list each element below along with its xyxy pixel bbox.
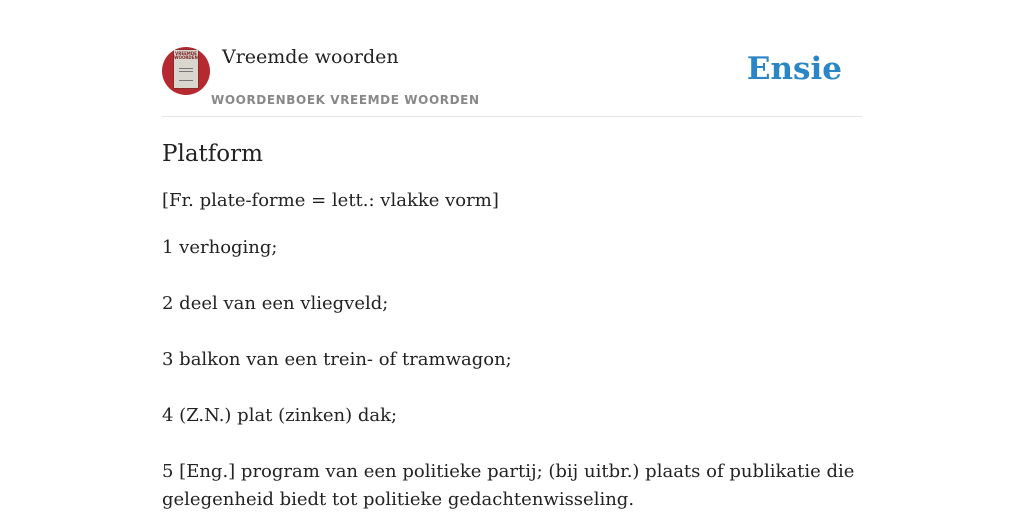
- cover-lines: [179, 68, 193, 69]
- cover-panel: [173, 49, 199, 89]
- entry-content: [162, 138, 862, 512]
- cover-title: VREEMDE WOORDEN: [174, 51, 198, 60]
- definition-item: 5 [Eng.] program van een politieke partij; (bij uitbr.) plaats of publikatie die gelegenheid biedt tot politieke gedachtenwisseling.: [162, 461, 855, 510]
- ensie-logo[interactable]: Ensie: [746, 51, 842, 87]
- dictionary-title[interactable]: Vreemde woorden: [222, 46, 399, 68]
- dictionary-subtitle: WOORDENBOEK VREEMDE WOORDEN: [211, 93, 480, 107]
- entry-title: Platform: [162, 141, 263, 167]
- definition-item: 2 deel van een vliegveld;: [162, 293, 389, 314]
- entry-etymology: [Fr. plate-forme = lett.: vlakke vorm]: [162, 190, 499, 211]
- dictionary-header: [162, 46, 862, 117]
- dictionary-cover-image[interactable]: [162, 47, 210, 95]
- definition-list: [162, 234, 862, 512]
- definition-item: 4 (Z.N.) plat (zinken) dak;: [162, 405, 398, 426]
- definition-item: 1 verhoging;: [162, 237, 278, 258]
- definition-item: 3 balkon van een trein- of tramwagon;: [162, 349, 512, 370]
